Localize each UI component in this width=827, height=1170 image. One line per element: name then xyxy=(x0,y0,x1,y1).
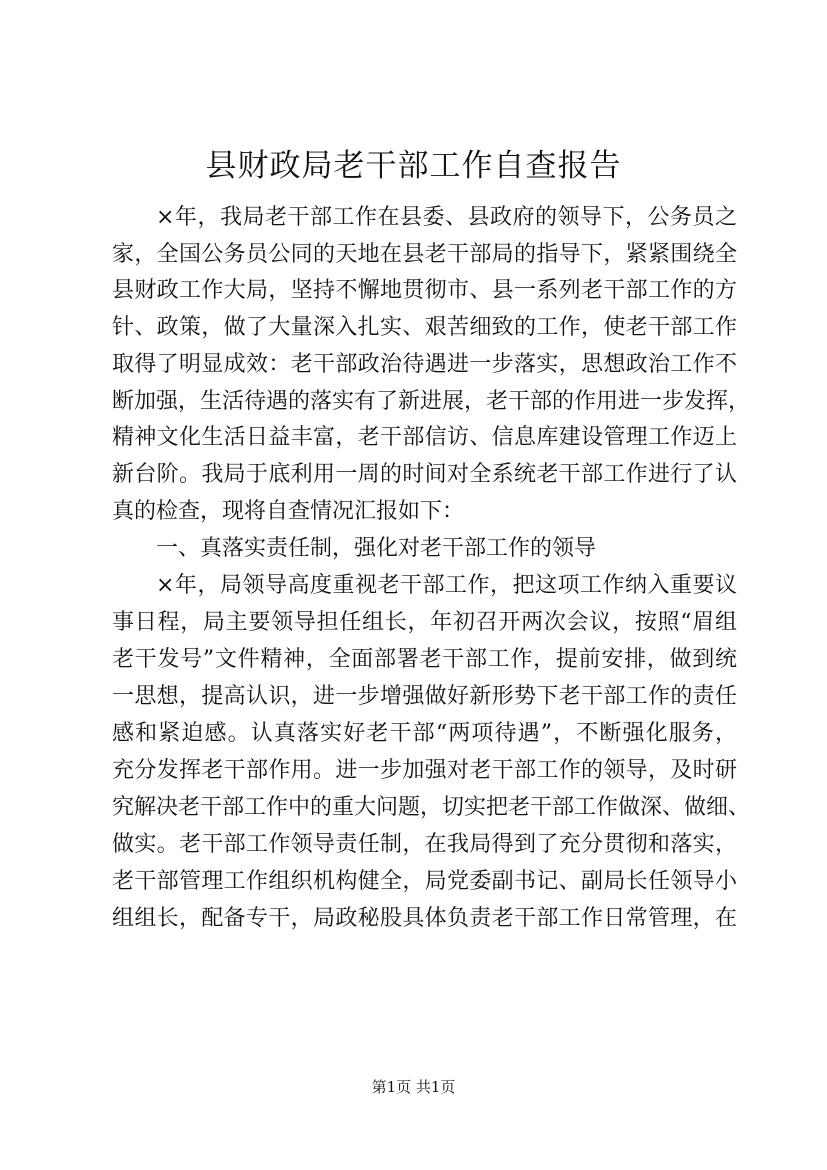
body-line: 新台阶。我局于底利用一周的时间对全系统老干部工作进行了认 xyxy=(112,462,737,487)
body-line: ×年，我局老干部工作在县委、县政府的领导下，公务员之 xyxy=(156,205,737,230)
body-line: 家，全国公务员公同的天地在县老干部局的指导下，紧紧围绕全 xyxy=(112,242,737,267)
page-footer: 第1页 共1页 xyxy=(371,1078,456,1096)
body-line: 做实。老干部工作领导责任制，在我局得到了充分贯彻和落实， xyxy=(112,832,737,857)
body-line: 老干发号”文件精神，全面部署老干部工作，提前安排，做到统 xyxy=(112,647,737,672)
body-line: 针、政策，做了大量深入扎实、艰苦细致的工作，使老干部工作 xyxy=(112,315,737,340)
page-title: 县财政局老干部工作自查报告 xyxy=(205,148,622,184)
body-line: 取得了明显成效：老干部政治待遇进一步落实，思想政治工作不 xyxy=(112,352,737,377)
section-heading: 一、真落实责任制，强化对老干部工作的领导 xyxy=(156,536,597,561)
body-line: 究解决老干部工作中的重大问题，切实把老干部工作做深、做细、 xyxy=(112,795,751,820)
body-line: 真的检查，现将自查情况汇报如下： xyxy=(112,499,465,524)
body-line: 老干部管理工作组织机构健全，局党委副书记、副局长任领导小 xyxy=(112,869,737,894)
body-line: 感和紧迫感。认真落实好老干部“两项待遇”，不断强化服务， xyxy=(112,721,737,746)
body-line: 一思想，提高认识，进一步增强做好新形势下老干部工作的责任 xyxy=(112,684,737,709)
body-line: 县财政工作大局，坚持不懈地贯彻市、县一系列老干部工作的方 xyxy=(112,278,737,303)
body-line: 组组长，配备专干，局政秘股具体负责老干部工作日常管理，在 xyxy=(112,906,737,931)
body-line: 充分发挥老干部作用。进一步加强对老干部工作的领导，及时研 xyxy=(112,758,737,783)
body-line: 事日程，局主要领导担任组长，年初召开两次会议，按照“眉组 xyxy=(112,610,737,635)
body-line: 断加强，生活待遇的落实有了新进展，老干部的作用进一步发挥， xyxy=(112,389,751,414)
body-line: ×年，局领导高度重视老干部工作，把这项工作纳入重要议 xyxy=(156,573,737,598)
body-line: 精神文化生活日益丰富，老干部信访、信息库建设管理工作迈上 xyxy=(112,425,737,450)
